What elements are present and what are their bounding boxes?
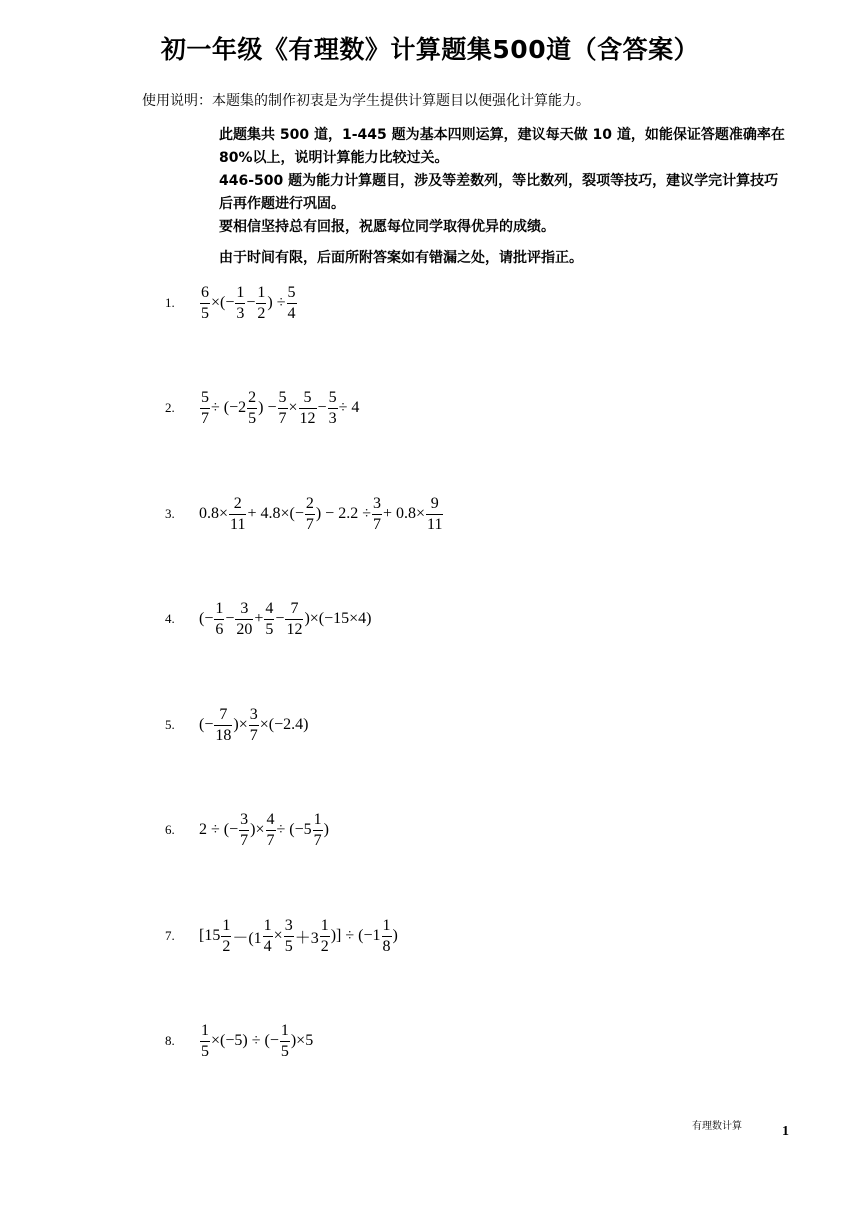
fraction-numerator: 1 bbox=[313, 810, 322, 828]
fraction-numerator: 2 bbox=[305, 494, 314, 512]
fraction bbox=[287, 285, 297, 322]
expression-text: )× bbox=[250, 821, 265, 838]
fraction-numerator: 5 bbox=[328, 388, 337, 406]
expression-text: )] ÷ (−1 bbox=[330, 927, 381, 944]
note-paragraph: 要相信坚持总有回报，祝愿每位同学取得优异的成绩。 bbox=[219, 219, 555, 235]
fraction-denominator: 7 bbox=[372, 515, 381, 533]
problem-expression bbox=[199, 918, 398, 955]
problem-number: 1. bbox=[165, 295, 175, 310]
fraction-denominator: 12 bbox=[299, 409, 316, 427]
fraction-numerator: 6 bbox=[201, 283, 209, 301]
problem-number: 2. bbox=[165, 400, 175, 415]
fraction bbox=[214, 601, 224, 638]
expression-text: ) bbox=[323, 821, 329, 838]
fraction-denominator: 7 bbox=[201, 409, 209, 427]
fraction-numerator: 1 bbox=[280, 1021, 289, 1039]
usage-instructions: 使用说明：本题集的制作初衷是为学生提供计算题目以便强化计算能力。 bbox=[142, 93, 590, 109]
expression-text: + 0.8× bbox=[382, 505, 426, 522]
fraction bbox=[313, 812, 323, 849]
fraction bbox=[426, 496, 443, 533]
problem-6 bbox=[165, 805, 329, 855]
fraction bbox=[372, 496, 382, 533]
fraction-numerator: 5 bbox=[303, 388, 312, 406]
fraction-denominator: 7 bbox=[266, 831, 275, 849]
fraction bbox=[200, 285, 210, 322]
problem-8 bbox=[165, 1016, 313, 1066]
problem-5 bbox=[165, 700, 308, 750]
problem-expression bbox=[199, 601, 372, 638]
fraction bbox=[221, 918, 231, 955]
expression-text: − bbox=[246, 294, 256, 311]
expression-text: )×5 bbox=[290, 1032, 314, 1049]
expression-text: ÷ (−5 bbox=[276, 821, 312, 838]
fraction-numerator: 2 bbox=[233, 494, 242, 512]
expression-text: )×(−15×4) bbox=[304, 610, 372, 627]
expression-text: )× bbox=[233, 716, 248, 733]
problem-expression bbox=[199, 1023, 313, 1060]
fraction bbox=[239, 812, 249, 849]
expression-text: (− bbox=[199, 610, 214, 627]
fraction-numerator: 9 bbox=[430, 494, 439, 512]
fraction bbox=[280, 1023, 290, 1060]
expression-text: ) − bbox=[258, 399, 277, 416]
fraction-numerator: 1 bbox=[215, 599, 224, 617]
fraction-denominator: 5 bbox=[201, 304, 209, 322]
fraction-denominator: 3 bbox=[236, 304, 245, 322]
fraction-numerator: 4 bbox=[266, 810, 275, 828]
fraction bbox=[235, 601, 253, 638]
fraction-denominator: 5 bbox=[265, 620, 274, 638]
fraction-denominator: 5 bbox=[248, 409, 257, 427]
expression-text: －(1 bbox=[232, 929, 262, 947]
instruction-notes bbox=[219, 124, 789, 270]
expression-text: ×(−2.4) bbox=[259, 716, 309, 733]
fraction-numerator: 3 bbox=[240, 599, 249, 617]
expression-text: [15 bbox=[199, 927, 221, 944]
expression-text: + 4.8×(− bbox=[247, 505, 304, 522]
expression-text: ＋3 bbox=[294, 929, 319, 947]
note-paragraph: 此题集共 500 道，1-445 题为基本四则运算，建议每天做 10 道，如能保证答题准确率在 80%以上，说明计算能力比较过关。 bbox=[219, 127, 785, 166]
problem-7 bbox=[165, 911, 398, 961]
fraction bbox=[328, 390, 338, 427]
expression-text: − bbox=[275, 610, 285, 627]
fraction-numerator: 1 bbox=[201, 1021, 209, 1039]
expression-text: (− bbox=[199, 716, 214, 733]
problem-3 bbox=[165, 489, 444, 539]
fraction-numerator: 1 bbox=[236, 283, 245, 301]
page-number: 1 bbox=[782, 1124, 789, 1139]
fraction-numerator: 4 bbox=[265, 599, 274, 617]
fraction-denominator: 3 bbox=[328, 409, 337, 427]
fraction bbox=[264, 601, 274, 638]
fraction-numerator: 2 bbox=[248, 388, 257, 406]
problem-expression bbox=[199, 707, 308, 744]
fraction bbox=[200, 390, 210, 427]
expression-text: 0.8× bbox=[199, 505, 229, 522]
fraction-numerator: 1 bbox=[257, 283, 266, 301]
fraction-numerator: 5 bbox=[278, 388, 287, 406]
problem-number: 3. bbox=[165, 506, 175, 521]
fraction bbox=[200, 1023, 210, 1060]
expression-text: ) − 2.2 ÷ bbox=[315, 505, 371, 522]
expression-text: ÷ 4 bbox=[338, 399, 360, 416]
fraction-denominator: 7 bbox=[240, 831, 249, 849]
problem-expression bbox=[199, 812, 329, 849]
fraction-numerator: 3 bbox=[284, 916, 293, 934]
fraction-denominator: 7 bbox=[278, 409, 287, 427]
fraction bbox=[305, 496, 315, 533]
expression-text: 2 ÷ (− bbox=[199, 821, 239, 838]
fraction-denominator: 8 bbox=[382, 937, 391, 955]
page-title: 初一年级《有理数》计算题集500道（含答案） bbox=[160, 35, 700, 64]
expression-text: × bbox=[273, 927, 283, 944]
expression-text: ) bbox=[392, 927, 398, 944]
fraction-numerator: 1 bbox=[263, 916, 272, 934]
problem-number: 4. bbox=[165, 611, 175, 626]
fraction bbox=[320, 918, 330, 955]
problem-expression bbox=[199, 390, 359, 427]
note-paragraph: 由于时间有限，后面所附答案如有错漏之处，请批评指正。 bbox=[219, 250, 583, 266]
fraction bbox=[266, 812, 276, 849]
fraction-numerator: 1 bbox=[382, 916, 391, 934]
fraction bbox=[256, 285, 266, 322]
fraction-numerator: 5 bbox=[201, 388, 209, 406]
problem-number: 8. bbox=[165, 1033, 175, 1048]
fraction-denominator: 5 bbox=[280, 1042, 289, 1060]
problem-number: 7. bbox=[165, 928, 175, 943]
fraction-numerator: 3 bbox=[249, 705, 258, 723]
fraction-denominator: 11 bbox=[427, 515, 443, 533]
fraction-denominator: 4 bbox=[263, 937, 272, 955]
problem-4 bbox=[165, 594, 372, 644]
fraction bbox=[285, 601, 303, 638]
fraction-denominator: 2 bbox=[320, 937, 329, 955]
fraction-denominator: 12 bbox=[286, 620, 303, 638]
fraction-numerator: 3 bbox=[240, 810, 249, 828]
fraction bbox=[249, 707, 259, 744]
expression-text: × bbox=[288, 399, 298, 416]
fraction-denominator: 7 bbox=[305, 515, 314, 533]
fraction-numerator: 7 bbox=[219, 705, 228, 723]
fraction-denominator: 20 bbox=[236, 620, 253, 638]
fraction-denominator: 11 bbox=[230, 515, 246, 533]
fraction-denominator: 7 bbox=[249, 726, 258, 744]
fraction bbox=[263, 918, 273, 955]
problem-1 bbox=[165, 278, 298, 328]
problem-expression bbox=[199, 285, 298, 322]
fraction-denominator: 5 bbox=[201, 1042, 209, 1060]
expression-text: ×(−5) ÷ (− bbox=[211, 1032, 279, 1049]
fraction bbox=[214, 707, 232, 744]
fraction-denominator: 4 bbox=[287, 304, 296, 322]
expression-text: − bbox=[225, 610, 235, 627]
fraction bbox=[235, 285, 245, 322]
expression-text: − bbox=[317, 399, 327, 416]
fraction bbox=[247, 390, 257, 427]
fraction-numerator: 7 bbox=[290, 599, 299, 617]
fraction bbox=[278, 390, 288, 427]
fraction bbox=[284, 918, 294, 955]
fraction bbox=[229, 496, 246, 533]
fraction bbox=[382, 918, 392, 955]
problem-expression bbox=[199, 496, 444, 533]
fraction-denominator: 18 bbox=[215, 726, 232, 744]
note-paragraph: 446-500 题为能力计算题目，涉及等差数列，等比数列，裂项等技巧，建议学完计算技巧后再作题进行巩固。 bbox=[219, 173, 779, 212]
expression-text: ÷ (−2 bbox=[211, 399, 247, 416]
fraction-denominator: 6 bbox=[215, 620, 224, 638]
problem-number: 6. bbox=[165, 822, 175, 837]
fraction-numerator: 1 bbox=[320, 916, 329, 934]
problem-2 bbox=[165, 383, 359, 433]
fraction-denominator: 2 bbox=[222, 937, 231, 955]
expression-text: + bbox=[254, 610, 264, 627]
problem-number: 5. bbox=[165, 717, 175, 732]
fraction-denominator: 2 bbox=[257, 304, 266, 322]
fraction-numerator: 3 bbox=[372, 494, 381, 512]
fraction-denominator: 7 bbox=[313, 831, 322, 849]
fraction-numerator: 5 bbox=[287, 283, 296, 301]
fraction-denominator: 5 bbox=[284, 937, 293, 955]
footer-label: 有理数计算 bbox=[692, 1121, 742, 1132]
fraction bbox=[299, 390, 317, 427]
expression-text: ) ÷ bbox=[267, 294, 286, 311]
fraction-numerator: 1 bbox=[222, 916, 231, 934]
expression-text: ×(− bbox=[211, 294, 235, 311]
